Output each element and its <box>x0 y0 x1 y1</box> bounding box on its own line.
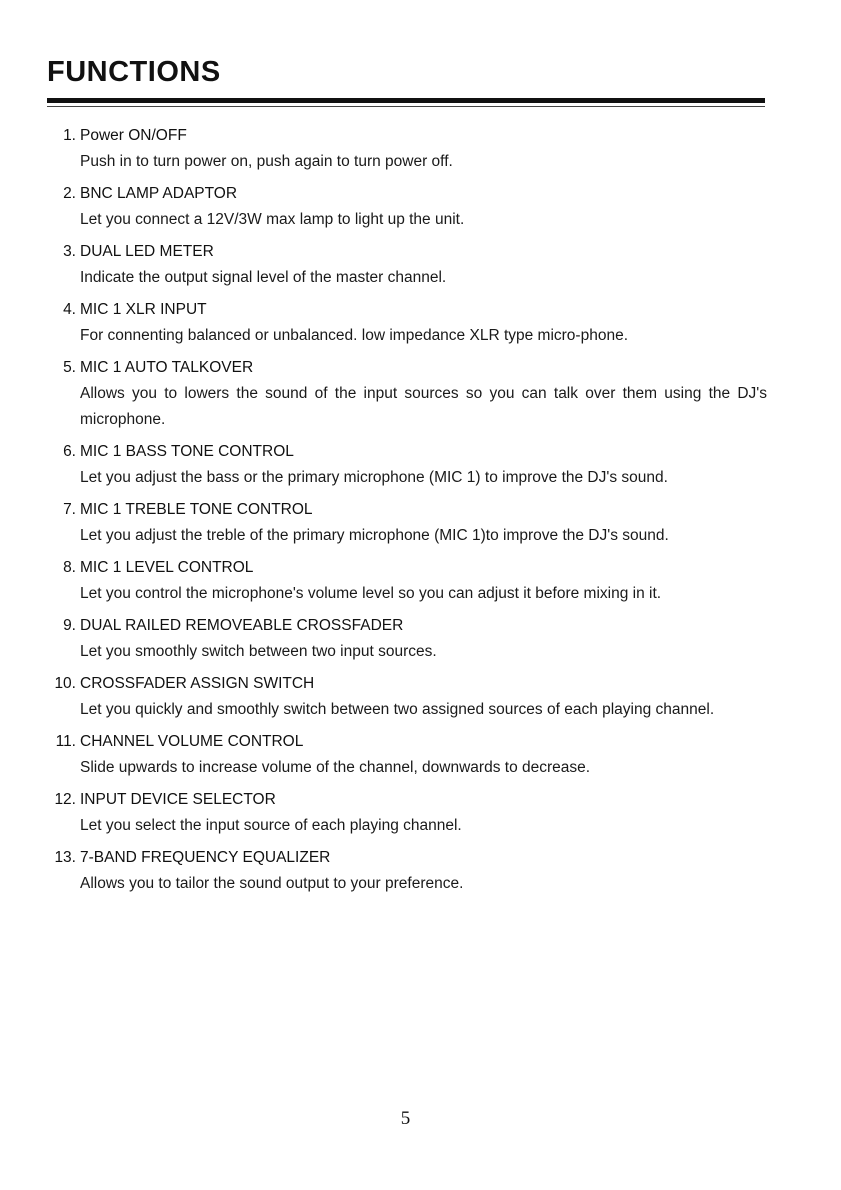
item-description: Let you smoothly switch between two input sources. <box>80 643 437 660</box>
list-item <box>47 729 767 781</box>
item-title: DUAL RAILED REMOVEABLE CROSSFADER <box>80 617 404 634</box>
item-number: 6. <box>63 443 76 460</box>
item-heading <box>63 181 767 207</box>
item-number: 1. <box>63 127 76 144</box>
item-title: MIC 1 XLR INPUT <box>80 301 207 318</box>
item-heading <box>63 439 767 465</box>
item-title: MIC 1 AUTO TALKOVER <box>80 359 254 376</box>
item-description: Allows you to tailor the sound output to your preference. <box>80 875 464 892</box>
item-description: Let you adjust the treble of the primary microphone (MIC 1)to improve the DJ's sound. <box>80 527 669 544</box>
item-description: Let you connect a 12V/3W max lamp to light up the unit. <box>80 211 465 228</box>
item-number: 7. <box>63 501 76 518</box>
list-item <box>47 181 767 233</box>
item-number: 12. <box>54 791 76 808</box>
item-description: Let you control the microphone's volume level so you can adjust it before mixing in it. <box>80 585 662 602</box>
item-description: Let you select the input source of each playing channel. <box>80 817 462 834</box>
item-heading <box>63 555 767 581</box>
page-title: FUNCTIONS <box>47 56 221 88</box>
item-heading <box>63 297 767 323</box>
item-heading <box>55 729 767 755</box>
title-rule <box>47 98 765 103</box>
item-description: Indicate the output signal level of the master channel. <box>80 269 447 286</box>
list-item <box>47 355 767 433</box>
item-heading <box>54 787 767 813</box>
item-heading <box>63 355 767 381</box>
item-number: 2. <box>63 185 76 202</box>
item-title: INPUT DEVICE SELECTOR <box>80 791 276 808</box>
item-number: 5. <box>63 359 76 376</box>
list-item <box>47 613 767 665</box>
item-description: Let you adjust the bass or the primary microphone (MIC 1) to improve the DJ's sound. <box>80 469 668 486</box>
list-item <box>47 787 767 839</box>
item-number: 10. <box>54 675 76 692</box>
item-number: 11. <box>55 733 76 750</box>
item-title: BNC LAMP ADAPTOR <box>80 185 238 202</box>
list-item <box>47 123 767 175</box>
item-description: For connenting balanced or unbalanced. low impedance XLR type micro-phone. <box>80 327 629 344</box>
item-title: MIC 1 LEVEL CONTROL <box>80 559 254 576</box>
item-title: MIC 1 TREBLE TONE CONTROL <box>80 501 313 518</box>
list-item <box>47 555 767 607</box>
item-title: DUAL LED METER <box>80 243 214 260</box>
item-description: Slide upwards to increase volume of the channel, downwards to decrease. <box>80 759 591 776</box>
item-description: Push in to turn power on, push again to turn power off. <box>80 153 453 170</box>
item-title: 7-BAND FREQUENCY EQUALIZER <box>80 849 331 866</box>
item-heading <box>63 497 767 523</box>
item-heading <box>63 123 767 149</box>
item-heading <box>54 845 767 871</box>
item-number: 9. <box>63 617 76 634</box>
list-item <box>47 297 767 349</box>
page-number: 5 <box>400 1108 411 1129</box>
item-heading <box>63 613 767 639</box>
item-number: 13. <box>54 849 76 866</box>
list-item <box>47 671 767 723</box>
item-title: MIC 1 BASS TONE CONTROL <box>80 443 294 460</box>
list-item <box>47 439 767 491</box>
item-number: 8. <box>63 559 76 576</box>
item-number: 3. <box>63 243 76 260</box>
item-number: 4. <box>63 301 76 318</box>
item-description: Let you quickly and smoothly switch between two assigned sources of each playing channel. <box>80 701 715 718</box>
item-description: Allows you to lowers the sound of the input sources so you can talk over them using the DJ's microphone. <box>80 385 767 428</box>
item-title: CROSSFADER ASSIGN SWITCH <box>80 675 315 692</box>
item-heading <box>63 239 767 265</box>
list-item <box>47 845 767 897</box>
item-heading <box>54 671 767 697</box>
function-list <box>47 123 767 903</box>
title-rule-thin <box>47 106 765 107</box>
list-item <box>47 239 767 291</box>
list-item <box>47 497 767 549</box>
item-title: Power ON/OFF <box>80 127 187 144</box>
item-title: CHANNEL VOLUME CONTROL <box>80 733 304 750</box>
